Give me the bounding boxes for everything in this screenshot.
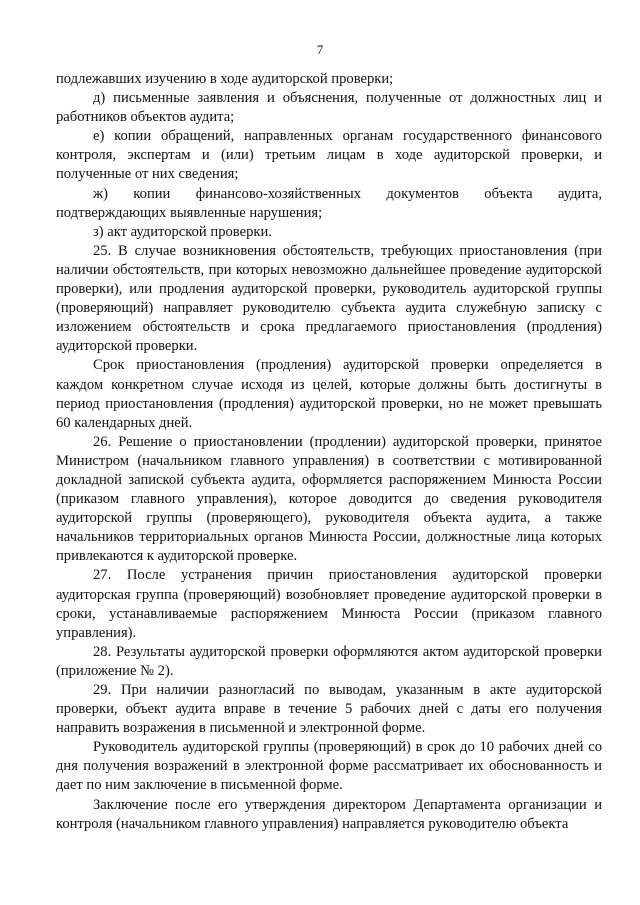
paragraph: ж) копии финансово-хозяйственных документов объекта аудита, подтверждающих выявленные нарушения; [56,185,602,221]
paragraph: з) акт аудиторской проверки. [93,223,272,240]
document-body [56,70,602,834]
paragraph: Руководитель аудиторской группы (проверяющий) в срок до 10 рабочих дней со дня получения возражений в электронной форме рассматривает их обоснованность и дает по ним заключение в письменной форме. [56,739,602,794]
paragraph: 27. После устранения причин приостановления аудиторской проверки аудиторская группа (проверяющий) возобновляет проведение аудиторской проверки в сроки, устанавливаемые распоряжением Минюста России (приказом главного управления). [56,567,602,641]
paragraph: д) письменные заявления и объяснения, полученные от должностных лиц и работников объектов аудита; [56,90,602,126]
paragraph: Срок приостановления (продления) аудиторской проверки определяется в каждом конкретном случае исходя из целей, которые должны быть достигнуты в период приостановления (продления) аудиторской проверки, но не может превышать 60 календарных дней. [56,357,602,431]
paragraph: 26. Решение о приостановлении (продлении) аудиторской проверки, принятое Министром (начальником главного управления) в соответствии с мотивированной докладной запиской субъекта аудита, оформляется распоряжением Минюста России (приказом главного управления), которое доводится до сведения руководителя аудиторской группы (проверяющего), руководителя объекта аудита, а также начальников территориальных органов Минюста России, должностные лица которых привлекаются к аудиторской проверке. [56,433,602,565]
paragraph: 29. При наличии разногласий по выводам, указанным в акте аудиторской проверки, объект аудита вправе в течение 5 рабочих дней с даты его получения направить возражения в письменной и электронной форме. [56,682,602,737]
paragraph: подлежавших изучению в ходе аудиторской проверки; [56,71,394,87]
page-number: 7 [316,42,324,57]
paragraph: е) копии обращений, направленных органам государственного финансового контроля, экспертам и (или) третьим лицам в ходе аудиторской проверки, и полученные от них сведения; [56,128,602,183]
paragraph: 25. В случае возникновения обстоятельств, требующих приостановления (при наличии обстоятельств, при которых невозможно дальнейшее проведение аудиторской проверки), или продления аудиторской проверки, руководитель аудиторской группы (проверяющий) направляет руководителю субъекта аудита служебную записку с изложением обстоятельств и срока предлагаемого приостановления (продления) аудиторской проверки. [56,242,602,355]
paragraph: 28. Результаты аудиторской проверки оформляются актом аудиторской проверки (приложение № 2). [56,643,602,679]
paragraph: Заключение после его утверждения директором Департамента организации и контроля (начальником главного управления) направляется руководителю объекта [56,796,602,832]
